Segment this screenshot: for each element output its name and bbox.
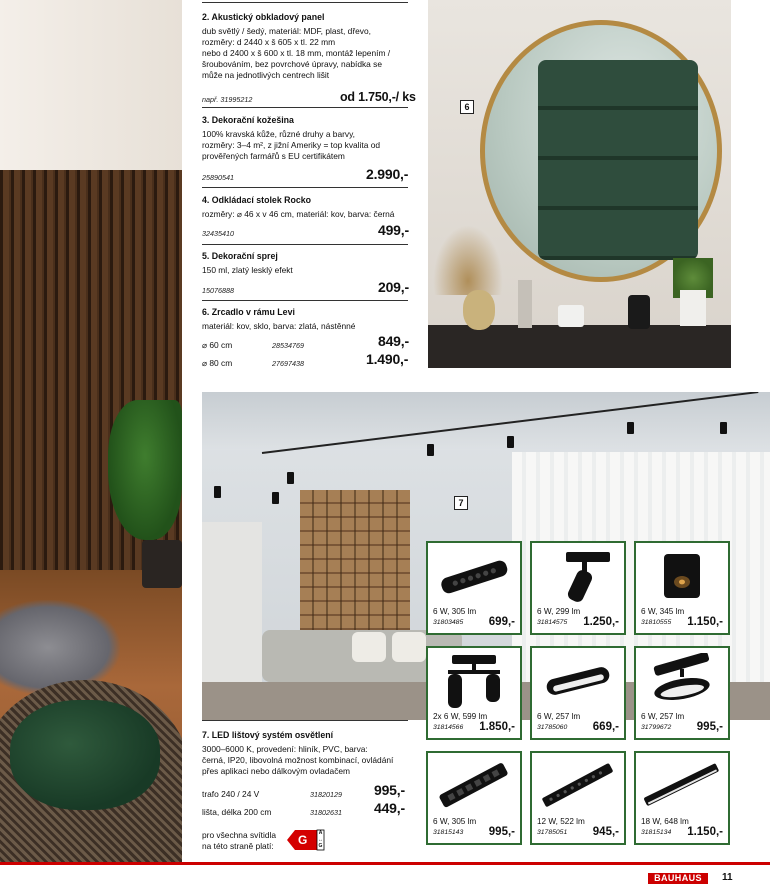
- item-mirror: 6. Zrcadlo v rámu Levi materiál: kov, sklo, barva: zlatá, nástěnné: [202, 307, 356, 331]
- product-card: 12 W, 522 lm 31785051 945,-: [530, 751, 626, 845]
- item-code: 27697438: [272, 359, 304, 368]
- led-row-label: lišta, délka 200 cm: [202, 807, 272, 817]
- product-card: 18 W, 648 lm 31815134 1.150,-: [634, 751, 730, 845]
- divider: [202, 2, 408, 3]
- track-linear-angled-icon: [432, 757, 516, 815]
- item-code: 25890541: [202, 173, 234, 182]
- item-deco-spray: 5. Dekorační sprej 150 ml, zlatý lesklý efekt: [202, 251, 293, 275]
- item-price: 209,-: [378, 279, 409, 295]
- item-code: 31820129: [310, 790, 342, 799]
- item-code: 32435410: [202, 229, 234, 238]
- item-price: 849,-: [378, 333, 409, 349]
- page-number: 11: [722, 872, 733, 883]
- product-card: 6 W, 305 lm 31803485 699,-: [426, 541, 522, 635]
- product-card: 6 W, 299 lm 31814575 1.250,-: [530, 541, 626, 635]
- product-card: 2x 6 W, 599 lm 31814566 1.850,-: [426, 646, 522, 740]
- track-spot-arm-icon: [536, 547, 620, 605]
- item-title: 2. Akustický obkladový panel: [202, 12, 325, 22]
- item-price: 499,-: [378, 222, 409, 238]
- item-acoustic-panel: 2. Akustický obkladový panel dub světlý / šedý, materiál: MDF, plast, dřevo, rozměry: d 2440 x š 605 x tl. 22 mm nebo d 2400 x š 600 x tl. 18 mm, montáž lepením / šroubováním, bez povrchové úpravy, nabídka se může na jednotlivých centrech lišit: [202, 12, 416, 81]
- energy-note: pro všechna svítidla na této straně platí:: [202, 830, 277, 851]
- track-flat-diffuser-icon: [536, 652, 620, 710]
- item-price: od 1.750,-/ ks: [340, 90, 416, 104]
- footer-rule: [0, 862, 770, 865]
- item-code: 31802631: [310, 808, 342, 817]
- item-price: 995,-: [374, 782, 405, 798]
- track-tilted-diffuser-icon: [640, 652, 724, 710]
- led-row-label: trafo 240 / 24 V: [202, 789, 260, 799]
- item-badge-7: 7: [454, 496, 468, 510]
- product-card: 6 W, 257 lm 31785060 669,-: [530, 646, 626, 740]
- energy-label-icon: G A↔G: [287, 828, 325, 852]
- item-led-track-system: 7. LED lištový systém osvětlení 3000–6000 K, provedení: hliník, PVC, barva: černá, IP20, libovolná možnost kombinací, ovládání přes aplikaci nebo dálkovým ovladačem: [202, 730, 394, 776]
- product-card: 6 W, 305 lm 31815143 995,-: [426, 751, 522, 845]
- item-cowhide: 3. Dekorační kožešina 100% kravská kůže, různé druhy a barvy, rozměry: 3–4 m², z jižní Ameriky = top kvalita od prověřených farmářů s EU certifikátem: [202, 115, 381, 161]
- item-price: 1.490,-: [366, 351, 409, 367]
- track-linear-6-spot-icon: [432, 547, 516, 605]
- track-bar-long-icon: [640, 757, 724, 815]
- item-side-table: 4. Odkládací stolek Rocko rozměry: ⌀ 46 x v 46 cm, materiál: kov, barva: černá: [202, 195, 395, 219]
- track-double-spot-icon: [432, 652, 516, 710]
- item-badge-6: 6: [460, 100, 474, 114]
- item-code: 15076888: [202, 286, 234, 295]
- bauhaus-logo: BAUHAUS: [648, 873, 708, 884]
- item-code: 28534769: [272, 341, 304, 350]
- product-card: 6 W, 345 lm 31810555 1.150,-: [634, 541, 730, 635]
- track-linear-long-icon: [536, 757, 620, 815]
- variant-size: ⌀ 80 cm: [202, 358, 233, 368]
- product-card: 6 W, 257 lm 31799672 995,-: [634, 646, 730, 740]
- track-cylinder-icon: [640, 547, 724, 605]
- variant-size: ⌀ 60 cm: [202, 340, 233, 350]
- item-price: 449,-: [374, 800, 405, 816]
- acoustic-panel-photo: [0, 0, 182, 862]
- mirror-photo: [428, 0, 731, 368]
- item-code: např. 31995212: [202, 95, 253, 104]
- item-price: 2.990,-: [366, 166, 409, 182]
